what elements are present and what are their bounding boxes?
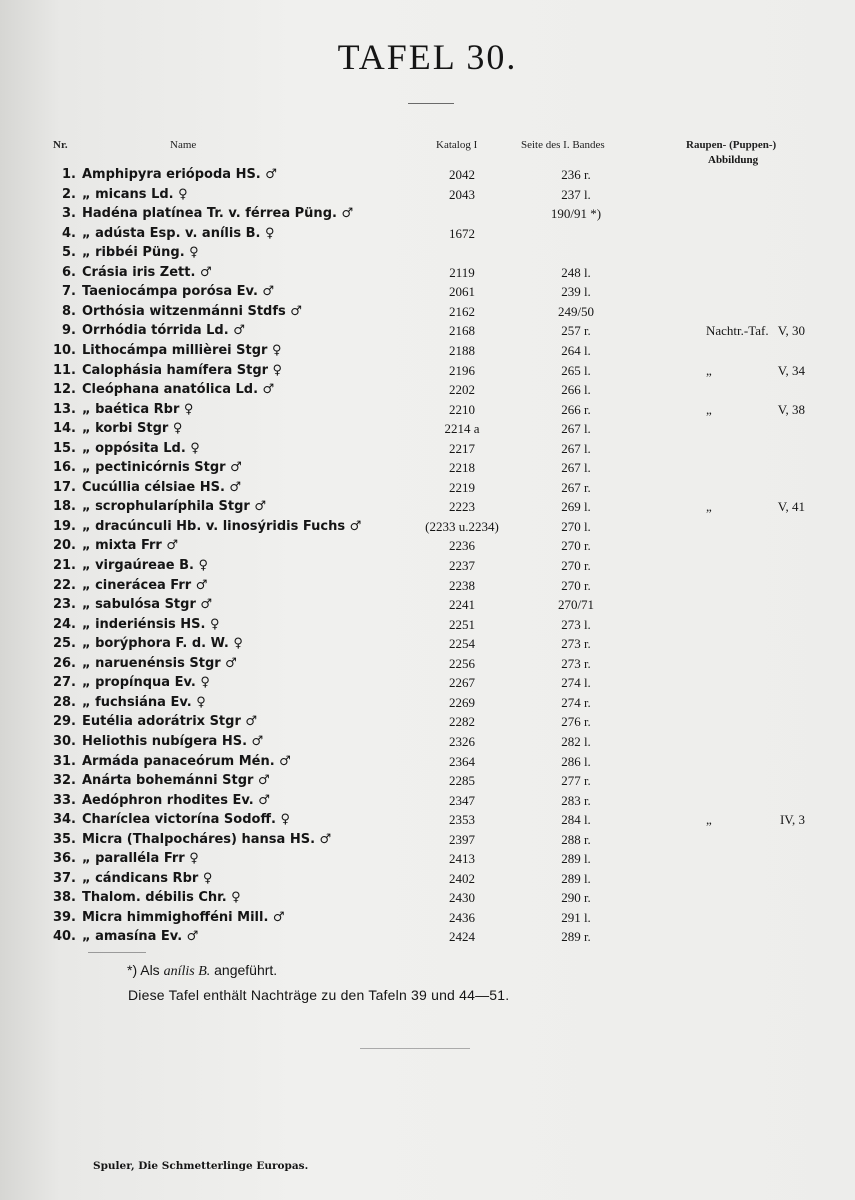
- species-name: Thalom. débilis Chr. ♀: [82, 890, 241, 906]
- page-reference: 284 l.: [561, 812, 591, 828]
- row-number: 31.: [52, 753, 76, 769]
- species-name: „ ribbéi Püng. ♀: [82, 245, 199, 261]
- species-name: „ pectinicórnis Stgr ♂: [82, 460, 242, 476]
- illustration-reference: V, 41: [777, 499, 805, 515]
- page-reference: 273 r.: [561, 655, 591, 671]
- species-name: „ virgaúreae B. ♀: [82, 558, 208, 573]
- table-row: [0, 734, 855, 754]
- species-name: „ inderiénsis HS. ♀: [82, 616, 220, 632]
- header-raupen: Raupen- (Puppen-): [686, 139, 777, 151]
- species-name: „ dracúnculi Hb. v. linosýridis Fuchs ♂: [82, 518, 362, 534]
- page-reference: 283 r.: [561, 792, 591, 808]
- table-row: [0, 421, 855, 441]
- katalog-number: 2285: [449, 773, 475, 789]
- illustration-reference: V, 30: [777, 323, 805, 339]
- row-number: 3.: [62, 206, 76, 222]
- footnote-marker: *) Als: [127, 962, 160, 978]
- table-row: [0, 793, 855, 813]
- page-reference: 273 r.: [561, 636, 591, 652]
- row-number: 27.: [52, 675, 76, 691]
- species-name: „ adústa Esp. v. anílis B. ♀: [82, 225, 275, 241]
- page-reference: 267 r.: [561, 479, 591, 495]
- plate-ditto: „: [706, 401, 712, 417]
- page-reference: 270/71: [557, 597, 595, 613]
- page-reference: 248 l.: [561, 264, 591, 280]
- table-row: [0, 597, 855, 617]
- species-name: „ mixta Frr ♂: [82, 538, 179, 554]
- species-name: Cucúllia célsiae HS. ♂: [82, 479, 242, 495]
- table-row: [0, 402, 855, 422]
- katalog-number: 2347: [449, 792, 475, 808]
- row-number: 21.: [52, 558, 76, 573]
- row-number: 30.: [52, 733, 76, 749]
- row-number: 12.: [52, 382, 76, 398]
- row-number: 8.: [62, 303, 76, 319]
- species-name: Taeniocámpa porósa Ev. ♂: [82, 284, 275, 300]
- katalog-number: 2353: [449, 812, 475, 828]
- row-number: 17.: [52, 479, 76, 495]
- page-reference: 270 l.: [561, 518, 591, 534]
- page-reference: 270 r.: [561, 538, 591, 554]
- species-name: „ scrophularíphila Stgr ♂: [82, 499, 267, 515]
- table-row: [0, 675, 855, 695]
- species-name: Aedóphron rhodites Ev. ♂: [82, 792, 270, 808]
- page-reference: 276 r.: [561, 714, 591, 730]
- species-name: „ oppósita Ld. ♀: [82, 440, 200, 456]
- page-reference: 270 r.: [561, 558, 591, 573]
- table-end-rule: [88, 952, 146, 953]
- table-row: [0, 363, 855, 383]
- page-reference: 274 l.: [561, 675, 591, 691]
- row-number: 19.: [52, 518, 76, 534]
- katalog-number: 1672: [449, 225, 475, 241]
- row-number: 18.: [52, 499, 76, 515]
- katalog-number: 2196: [449, 362, 475, 378]
- row-number: 35.: [52, 831, 76, 847]
- table-row: [0, 323, 855, 343]
- table-row: [0, 284, 855, 304]
- species-name: „ korbi Stgr ♀: [82, 421, 183, 437]
- row-number: 36.: [52, 851, 76, 867]
- page-reference: 237 l.: [561, 186, 591, 202]
- species-name: Amphipyra eriópoda HS. ♂: [82, 167, 277, 182]
- species-name: Calophásia hamífera Stgr ♀: [82, 362, 283, 378]
- header-nr: Nr.: [53, 139, 68, 151]
- species-name: Micra himmighofféni Mill. ♂: [82, 909, 285, 925]
- page-reference: 289 r.: [561, 929, 591, 945]
- row-number: 28.: [52, 694, 76, 710]
- table-row: [0, 265, 855, 285]
- header-abbildung: Abbildung: [708, 154, 759, 166]
- katalog-number: 2223: [449, 499, 475, 515]
- table-row: [0, 480, 855, 500]
- row-number: 6.: [62, 264, 76, 280]
- katalog-number: 2364: [449, 753, 475, 769]
- page-reference: 266 l.: [561, 382, 591, 398]
- row-number: 40.: [52, 929, 76, 945]
- katalog-number: 2282: [449, 714, 475, 730]
- row-number: 22.: [52, 577, 76, 593]
- plate-note: Diese Tafel enthält Nachträge zu den Tafeln 39 und 44—51.: [128, 987, 510, 1003]
- katalog-number: 2043: [449, 186, 475, 202]
- species-name: „ naruenénsis Stgr ♂: [82, 655, 237, 671]
- table-row: [0, 714, 855, 734]
- illustration-reference: V, 38: [777, 401, 805, 417]
- table-row: [0, 656, 855, 676]
- page-reference: 267 l.: [561, 440, 591, 456]
- katalog-number: (2233 u.2234): [425, 518, 499, 534]
- table-row: [0, 851, 855, 871]
- species-name: „ cándicans Rbr ♀: [82, 870, 213, 886]
- footnote: [127, 962, 277, 980]
- page-reference: 274 r.: [561, 694, 591, 710]
- row-number: 7.: [62, 284, 76, 300]
- katalog-number: 2430: [449, 890, 475, 906]
- row-number: 37.: [52, 870, 76, 886]
- page-reference: 265 l.: [561, 362, 591, 378]
- page-reference: 264 l.: [561, 342, 591, 358]
- table-row: [0, 832, 855, 852]
- footnote-italic: anílis B.: [163, 964, 211, 979]
- page-reference: 269 l.: [561, 499, 591, 515]
- row-number: 16.: [52, 460, 76, 476]
- table-row: [0, 499, 855, 519]
- page-reference: 249/50: [557, 303, 595, 319]
- katalog-number: 2237: [449, 558, 475, 573]
- row-number: 2.: [62, 186, 76, 202]
- species-name: „ propínqua Ev. ♀: [82, 675, 210, 691]
- illustration-reference: IV, 3: [779, 812, 805, 828]
- illustration-reference: V, 34: [777, 362, 805, 378]
- plate-ditto: Nachtr.-Taf.: [706, 323, 769, 339]
- row-number: 34.: [52, 812, 76, 828]
- table-row: [0, 460, 855, 480]
- page-reference: 257 r.: [561, 323, 591, 339]
- row-number: 4.: [62, 225, 76, 241]
- row-number: 29.: [52, 714, 76, 730]
- species-name: Orrhódia tórrida Ld. ♂: [82, 323, 245, 339]
- page-reference: 277 r.: [561, 773, 591, 789]
- plate-ditto: „: [706, 362, 712, 378]
- species-name: Hadéna platínea Tr. v. férrea Püng. ♂: [82, 206, 354, 222]
- row-number: 23.: [52, 597, 76, 613]
- species-name: Orthósia witzenmánni Stdfs ♂: [82, 303, 302, 319]
- species-name: Eutélia adorátrix Stgr ♂: [82, 714, 258, 730]
- katalog-number: 2256: [449, 655, 475, 671]
- plate-ditto: „: [706, 812, 712, 828]
- page-reference: 282 l.: [561, 733, 591, 749]
- page-reference: 190/91 *): [550, 206, 602, 222]
- page-reference: 286 l.: [561, 753, 591, 769]
- row-number: 38.: [52, 890, 76, 906]
- katalog-number: 2424: [449, 929, 475, 945]
- table-row: [0, 910, 855, 930]
- species-name: Heliothis nubígera HS. ♂: [82, 733, 264, 749]
- row-number: 33.: [52, 792, 76, 808]
- page-reference: 289 l.: [561, 870, 591, 886]
- table-row: [0, 754, 855, 774]
- page-reference: 288 r.: [561, 831, 591, 847]
- table-row: [0, 226, 855, 246]
- table-row: [0, 871, 855, 891]
- table-row: [0, 929, 855, 949]
- table-row: [0, 558, 855, 578]
- credit-line: Spuler, Die Schmetterlinge Europas.: [93, 1160, 309, 1172]
- katalog-number: 2188: [449, 342, 475, 358]
- species-name: Micra (Thalpocháres) hansa HS. ♂: [82, 831, 332, 847]
- katalog-number: 2238: [449, 577, 475, 593]
- species-name: „ cinerácea Frr ♂: [82, 577, 208, 593]
- table-row: [0, 167, 855, 187]
- header-seite: Seite des I. Bandes: [521, 139, 605, 151]
- row-number: 14.: [52, 421, 76, 437]
- table-row: [0, 773, 855, 793]
- katalog-number: 2202: [449, 382, 475, 398]
- table-row: [0, 538, 855, 558]
- row-number: 11.: [52, 362, 76, 378]
- header-name: Name: [170, 139, 197, 151]
- table-row: [0, 578, 855, 598]
- row-number: 39.: [52, 909, 76, 925]
- katalog-number: 2267: [449, 675, 475, 691]
- table-row: [0, 206, 855, 226]
- row-number: 32.: [52, 773, 76, 789]
- species-name: Armáda panaceórum Mén. ♂: [82, 753, 291, 769]
- table-row: [0, 343, 855, 363]
- katalog-number: 2042: [449, 167, 475, 182]
- species-name: Anárta bohemánni Stgr ♂: [82, 773, 270, 789]
- katalog-number: 2168: [449, 323, 475, 339]
- plate-ditto: „: [706, 499, 712, 515]
- table-row: [0, 890, 855, 910]
- katalog-number: 2162: [449, 303, 475, 319]
- row-number: 1.: [62, 167, 76, 182]
- table-row: [0, 382, 855, 402]
- species-name: Lithocámpa millièrei Stgr ♀: [82, 342, 282, 358]
- page-reference: 239 l.: [561, 284, 591, 300]
- table-row: [0, 812, 855, 832]
- row-number: 25.: [52, 636, 76, 652]
- katalog-number: 2219: [449, 479, 475, 495]
- species-name: „ paralléla Frr ♀: [82, 851, 199, 867]
- table-row: [0, 441, 855, 461]
- page-reference: 290 r.: [561, 890, 591, 906]
- page-reference: 267 l.: [561, 460, 591, 476]
- species-name: „ baética Rbr ♀: [82, 401, 194, 417]
- species-name: „ borýphora F. d. W. ♀: [82, 636, 243, 652]
- katalog-number: 2119: [449, 264, 475, 280]
- row-number: 5.: [62, 245, 76, 261]
- katalog-number: 2061: [449, 284, 475, 300]
- page-reference: 289 l.: [561, 851, 591, 867]
- table-row: [0, 304, 855, 324]
- title-rule: [408, 103, 454, 104]
- header-katalog: Katalog I: [436, 139, 478, 151]
- page-reference: 267 l.: [561, 421, 591, 437]
- table-row: [0, 519, 855, 539]
- katalog-number: 2436: [449, 909, 475, 925]
- katalog-number: 2326: [449, 733, 475, 749]
- species-name: „ amasína Ev. ♂: [82, 929, 199, 945]
- footnote-rest: angeführt.: [214, 962, 278, 978]
- katalog-number: 2241: [449, 597, 475, 613]
- page-title: TAFEL 30.: [337, 37, 518, 77]
- table-row: [0, 187, 855, 207]
- katalog-number: 2269: [449, 694, 475, 710]
- species-name: „ sabulósa Stgr ♂: [82, 597, 213, 613]
- row-number: 26.: [52, 655, 76, 671]
- katalog-number: 2254: [449, 636, 475, 652]
- katalog-number: 2210: [449, 401, 475, 417]
- species-name: „ fuchsiána Ev. ♀: [82, 694, 206, 710]
- page-reference: 270 r.: [561, 577, 591, 593]
- katalog-number: 2397: [449, 831, 475, 847]
- species-name: Charíclea victorína Sodoff. ♀: [82, 812, 290, 828]
- row-number: 24.: [52, 616, 76, 632]
- katalog-number: 2218: [449, 460, 475, 476]
- katalog-number: 2214 a: [444, 421, 480, 437]
- species-name: „ micans Ld. ♀: [82, 186, 188, 202]
- table-row: [0, 636, 855, 656]
- row-number: 10.: [52, 342, 76, 358]
- katalog-number: 2402: [449, 870, 475, 886]
- species-name: Cleóphana anatólica Ld. ♂: [82, 382, 275, 398]
- katalog-number: 2251: [449, 616, 475, 632]
- table-row: [0, 245, 855, 265]
- row-number: 13.: [52, 401, 76, 417]
- table-row: [0, 617, 855, 637]
- page-reference: 266 r.: [561, 401, 591, 417]
- table-row: [0, 695, 855, 715]
- page-reference: 291 l.: [561, 909, 591, 925]
- row-number: 9.: [62, 323, 76, 339]
- closing-rule: [360, 1048, 470, 1049]
- page-reference: 273 l.: [561, 616, 591, 632]
- row-number: 15.: [52, 440, 76, 456]
- katalog-number: 2236: [449, 538, 475, 554]
- page-reference: 236 r.: [561, 167, 591, 182]
- katalog-number: 2413: [449, 851, 475, 867]
- katalog-number: 2217: [449, 440, 475, 456]
- row-number: 20.: [52, 538, 76, 554]
- species-name: Crásia iris Zett. ♂: [82, 264, 212, 280]
